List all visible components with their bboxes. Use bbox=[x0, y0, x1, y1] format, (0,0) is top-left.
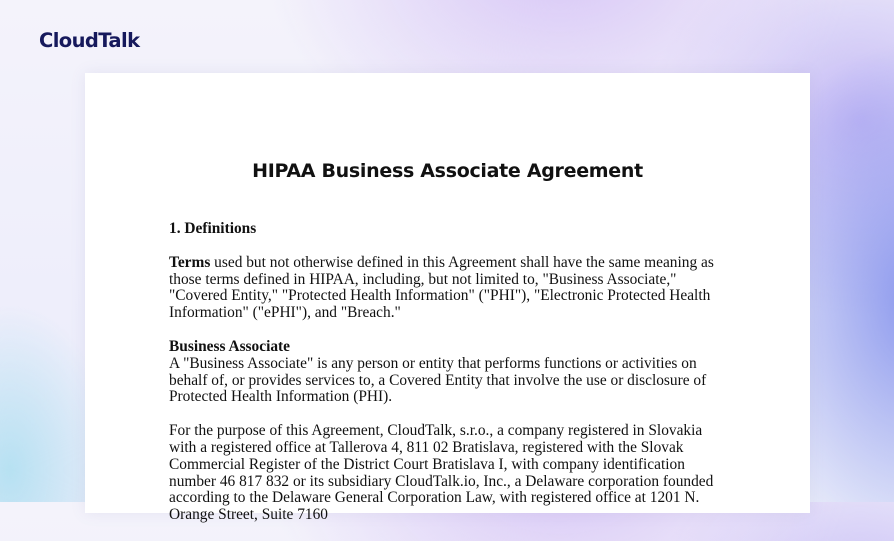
terms-term: Terms bbox=[169, 253, 211, 271]
terms-paragraph bbox=[169, 255, 729, 322]
business-associate-text: A "Business Associate" is any person or entity that performs functions or activities on behalf of, or provides services to, a Covered Entity that involve the use or disclosure of Protected Health Information (PHI). bbox=[169, 354, 707, 406]
document-body bbox=[169, 221, 729, 541]
terms-text: used but not otherwise defined in this Agreement shall have the same meaning as those terms defined in HIPAA, including, but not limited to, "Business Associate," "Covered Entity," "Protected Health Information" ("PHI"), "Electronic Protected Health Information" ("ePHI"), and "Breach." bbox=[169, 253, 714, 322]
business-associate-heading: Business Associate bbox=[169, 337, 291, 355]
purpose-text: For the purpose of this Agreement, CloudTalk, s.r.o., a company registered in Slovakia with a registered office at Tallerova 4, 811 02 Bratislava, registered with the Slovak Commercial Register of the District Court Bratislava I, with company identification number 46 817 832 or its subsidiary CloudTalk.io, Inc., a Delaware corporation founded according to the Delaware General Corporation Law, with registered office at 1201 N. Orange Street, Suite 7160 bbox=[169, 422, 714, 524]
document-page bbox=[85, 73, 810, 524]
section-heading-definitions: 1. Definitions bbox=[169, 220, 257, 237]
purpose-paragraph bbox=[169, 423, 729, 524]
business-associate-paragraph bbox=[169, 339, 729, 406]
cloudtalk-logo: CloudTalk bbox=[39, 29, 140, 52]
document-title: HIPAA Business Associate Agreement bbox=[252, 160, 643, 182]
